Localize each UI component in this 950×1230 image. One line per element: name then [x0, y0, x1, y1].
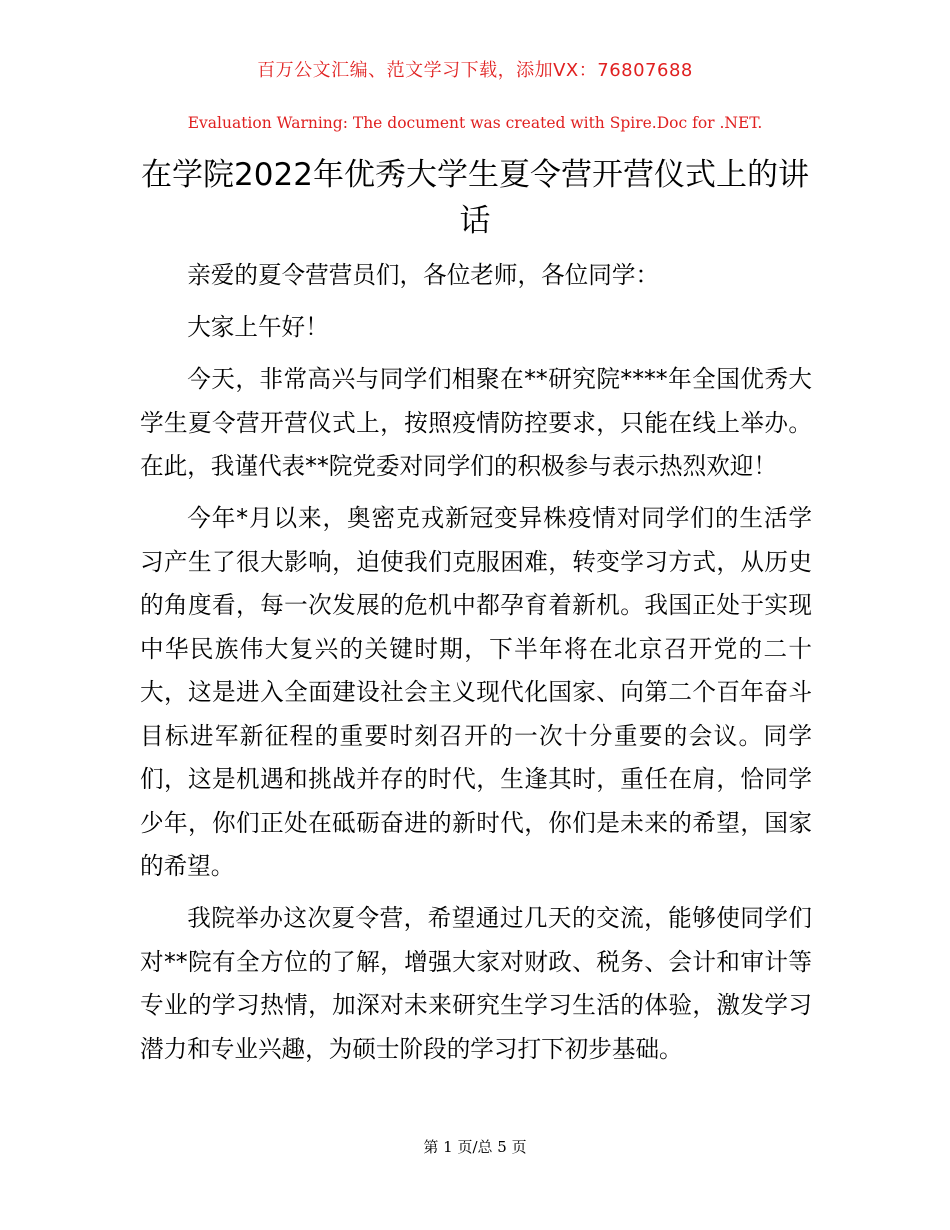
body-paragraph: 我院举办这次夏令营，希望通过几天的交流，能够使同学们对**院有全方位的了解，增强大家对财政、税务、会计和审计等专业的学习热情，加深对未来研究生学习生活的体验，激发学习潜力和专业兴趣，为硕士阶段的学习打下初步基础。 [140, 904, 812, 1063]
body-paragraph: 今年*月以来，奥密克戎新冠变异株疫情对同学们的生活学习产生了很大影响，迫使我们克服困难，转变学习方式，从历史的角度看，每一次发展的危机中都孕育着新机。我国正处于实现中华民族伟大复兴的关键时期，下半年将在北京召开党的二十大，这是进入全面建设社会主义现代化国家、向第二个百年奋斗目标进军新征程的重要时刻召开的一次十分重要的会议。同学们，这是机遇和挑战并存的时代，生逢其时，重任在肩，恰同学少年，你们正处在砥砺奋进的新时代，你们是未来的希望，国家的希望。 [140, 504, 812, 880]
body-paragraph: 今天，非常高兴与同学们相聚在**研究院****年全国优秀大学生夏令营开营仪式上，按照疫情防控要求，只能在线上举办。在此，我谨代表**院党委对同学们的积极参与表示热烈欢迎！ [140, 365, 812, 480]
document-body [140, 254, 812, 1071]
evaluation-warning: Evaluation Warning: The document was created with Spire.Doc for .NET. [187, 114, 763, 132]
salutation-paragraph: 亲爱的夏令营营员们，各位老师，各位同学： [187, 261, 660, 289]
header-banner: 百万公文汇编、范文学习下载，添加VX：76807688 [257, 60, 693, 81]
document-title: 在学院2022年优秀大学生夏令营开营仪式上的讲话 [141, 157, 809, 239]
greeting-paragraph: 大家上午好！ [187, 313, 329, 341]
page-number: 第 1 页/总 5 页 [423, 1138, 527, 1156]
